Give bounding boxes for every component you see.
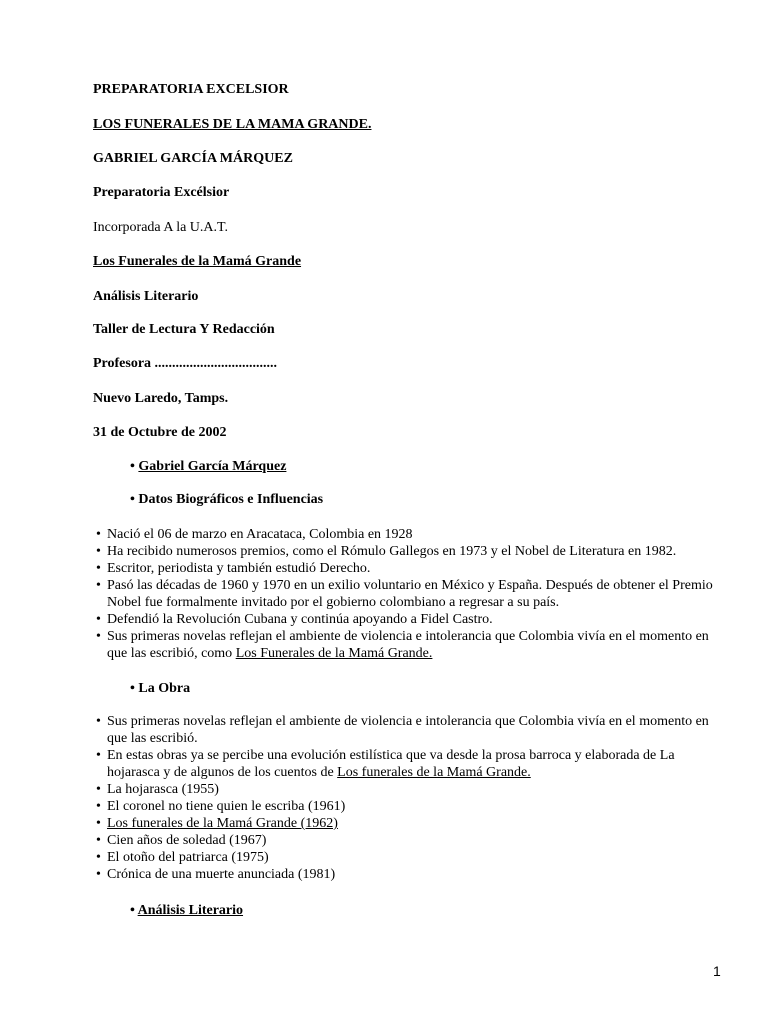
school-caps-heading: PREPARATORIA EXCELSIOR xyxy=(93,82,289,97)
analysis-label: Análisis Literario xyxy=(93,289,199,304)
work-list xyxy=(96,713,736,883)
book-link: Los funerales de la Mamá Grande. xyxy=(337,765,531,780)
incorporation-text: Incorporada A la U.A.T. xyxy=(93,220,229,235)
list-item: • Ha recibido numerosos premios, como el Rómulo Gallegos en 1973 y el Nobel de Literatura en 1982. xyxy=(96,544,677,559)
analysis-section-title: Análisis Literario xyxy=(137,903,244,918)
section-author xyxy=(130,458,286,475)
city-label: Nuevo Laredo, Tamps. xyxy=(93,391,229,406)
section-analysis xyxy=(130,902,243,919)
list-item: • Cien años de soledad (1967) xyxy=(96,833,267,848)
list-item: • Escritor, periodista y también estudió Derecho. xyxy=(96,561,371,576)
section-bio xyxy=(130,491,323,508)
workshop-label: Taller de Lectura Y Redacción xyxy=(93,322,275,337)
bullet: • xyxy=(130,459,135,474)
list-item: • Pasó las décadas de 1960 y 1970 en un exilio voluntario en México y España. Después de obtener el Premio Nobel fue formalmente invitado por el gobierno colombiano a regresar a su país. xyxy=(96,578,713,610)
bio-list xyxy=(96,526,736,662)
section-work xyxy=(130,680,190,697)
author-caps-heading: GABRIEL GARCÍA MÁRQUEZ xyxy=(93,151,293,166)
list-item: • Sus primeras novelas reflejan el ambiente de violencia e intolerancia que Colombia vivía en el momento en que las escribió. xyxy=(96,714,709,746)
work-section-title: La Obra xyxy=(138,681,191,696)
teacher-label: Profesora ................................... xyxy=(93,356,278,371)
list-item: • Los funerales de la Mamá Grande (1962) xyxy=(96,816,338,831)
list-item: • Sus primeras novelas reflejan el ambiente de violencia e intolerancia que Colombia vivía en el momento en que las escribió, como Los Funerales de la Mamá Grande. xyxy=(96,629,709,661)
list-item: • Crónica de una muerte anunciada (1981) xyxy=(96,867,336,882)
bio-section-title: Datos Biográficos e Influencias xyxy=(138,492,324,507)
book-title: Los Funerales de la Mamá Grande xyxy=(93,254,302,269)
list-item: • En estas obras ya se percibe una evolución estilística que va desde la prosa barroca y elaborada de La hojarasca y de algunos de los cuentos de Los funerales de la Mamá Grande. xyxy=(96,748,675,780)
school-name: Preparatoria Excélsior xyxy=(93,185,230,200)
bullet: • xyxy=(130,903,135,918)
book-title-caps-heading: LOS FUNERALES DE LA MAMA GRANDE. xyxy=(93,117,372,132)
date-label: 31 de Octubre de 2002 xyxy=(93,425,227,440)
bullet: • xyxy=(130,492,135,507)
list-item: • El coronel no tiene quien le escriba (1961) xyxy=(96,799,346,814)
list-item: • El otoño del patriarca (1975) xyxy=(96,850,269,865)
page-number: 1 xyxy=(713,963,721,979)
list-item: • Nació el 06 de marzo en Aracataca, Colombia en 1928 xyxy=(96,527,413,542)
list-item: • La hojarasca (1955) xyxy=(96,782,219,797)
list-item: • Defendió la Revolución Cubana y continúa apoyando a Fidel Castro. xyxy=(96,612,493,627)
author-section-title: Gabriel García Márquez xyxy=(138,459,287,474)
book-link: Los Funerales de la Mamá Grande. xyxy=(235,646,433,661)
bullet: • xyxy=(130,681,135,696)
